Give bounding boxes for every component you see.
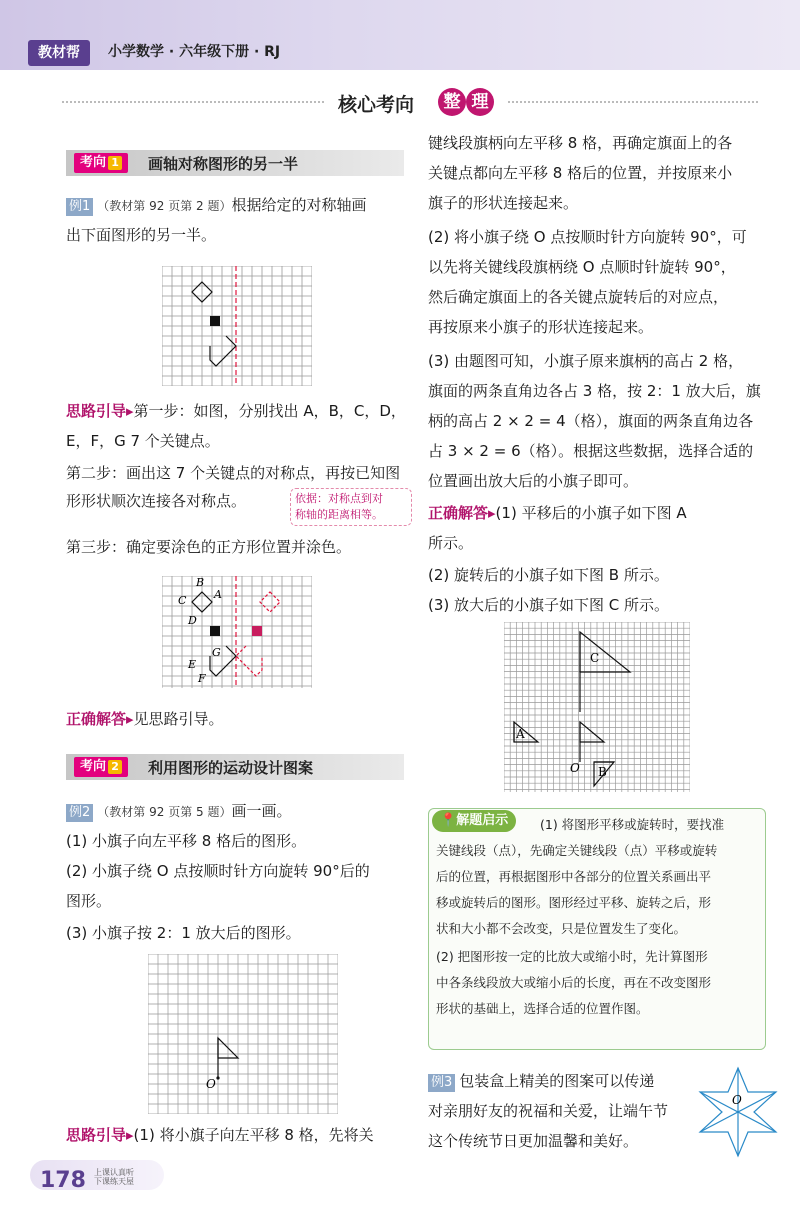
fig-label: A (516, 727, 525, 741)
right-p2-line2: 以先将关键线段旗柄绕 O 点顺时针旋转 90°， (428, 258, 736, 276)
example-3-label: 例3 (428, 1074, 455, 1092)
topic-2-bar (66, 754, 404, 780)
right-p2-line3: 然后确定旗面上的各关键点旋转后的对应点， (428, 288, 729, 306)
hint-line: (2) 把图形按一定的比放大或缩小时，先计算图形 (436, 949, 708, 964)
example-2-q2-line2: 图形。 (66, 892, 112, 910)
example-1-prompt: 例1 （教材第 92 页第 2 题）根据给定的对称轴画 (66, 194, 406, 217)
answer-1-label: 正确解答 (66, 710, 127, 728)
example-3-line2: 对亲朋好友的祝福和关爱，让端午节 (428, 1102, 669, 1120)
answer-2-label: 正确解答 (428, 504, 489, 522)
star-pattern (690, 1064, 786, 1160)
example-3-line3: 这个传统节日更加温馨和美好。 (428, 1132, 639, 1150)
guide-1: 思路引导▸第一步：如图，分别找出 A，B，C，D， (66, 402, 406, 420)
diamond-mirror (260, 592, 280, 612)
half-outline-mirror (236, 646, 262, 676)
point-label: G (212, 646, 221, 659)
example-2-q2-line1: (2) 小旗子绕 O 点按顺时针方向旋转 90°后的 (66, 862, 370, 880)
guide-1-step1-line2: E，F，G 7 个关键点。 (66, 432, 220, 450)
grid-figure-1 (162, 266, 312, 386)
section-title-text: 核心考向 (338, 94, 415, 116)
answer-2-line2: 所示。 (428, 534, 474, 552)
hexagram-outline (700, 1068, 776, 1156)
right-p1-line3: 旗子的形状连接起来。 (428, 194, 579, 212)
guide-1-step2-line1: 第二步：画出这 7 个关键点的对称点，再按已知图 (66, 464, 401, 482)
guide-1-step3: 第三步：确定要涂色的正方形位置并涂色。 (66, 538, 352, 556)
divider-left (62, 101, 324, 103)
book-subject: 小学数学 · 六年级下册 · RJ (108, 44, 281, 60)
flag-c-face (580, 632, 630, 672)
page-number: 178 (40, 1168, 86, 1193)
right-p3-line2: 旗面的两条直角边各占 3 格，按 2：1 放大后，旗 (428, 382, 761, 400)
footer-slogan: 上课认真听 下课练天屋 (94, 1168, 134, 1186)
flag-orig-face (580, 722, 604, 742)
hint-line: 后的位置，再根据图形中各部分的位置关系画出平 (436, 869, 712, 884)
grid-figure-1-solution (162, 576, 312, 688)
point-label: D (188, 614, 197, 627)
example-2-q3: (3) 小旗子按 2：1 放大后的图形。 (66, 924, 301, 942)
right-p3-line5: 位置画出放大后的小旗子即可。 (428, 472, 639, 490)
fig-label: C (590, 651, 600, 665)
right-p2-line4: 再按原来小旗子的形状连接起来。 (428, 318, 654, 336)
answer-2-q3: (3) 放大后的小旗子如下图 C 所示。 (428, 596, 670, 614)
right-p1-line1: 键线段旗柄向左平移 8 格，再确定旗面上的各 (428, 134, 733, 152)
answer-2: 正确解答▸(1) 平移后的小旗子如下图 A (428, 504, 687, 522)
example-1-prompt-line2: 出下面图形的另一半。 (66, 226, 217, 244)
hint-line: 中各条线段放大或缩小后的长度，再在不改变图形 (436, 975, 712, 990)
guide-2-label: 思路引导 (66, 1126, 127, 1144)
topic-1-bar (66, 150, 404, 176)
guide-1-label: 思路引导 (66, 402, 127, 420)
right-p3-line4: 占 3 × 2 = 6（格）。根据这些数据，选择合适的 (428, 442, 754, 460)
right-p1-line2: 关键点都向左平移 8 格后的位置，并按原来小 (428, 164, 733, 182)
location-pin-icon: 📍 (440, 813, 457, 828)
point-label: C (178, 594, 187, 607)
section-badge-2: 理 (466, 88, 494, 116)
grid-figure-2 (148, 954, 338, 1114)
topic-1-title: 画轴对称图形的另一半 (148, 155, 299, 173)
hint-tag: 📍解题启示 (432, 810, 516, 832)
example-3-line1: 例3 包装盒上精美的图案可以传递 (428, 1070, 654, 1092)
hint-line: (1) 将图形平移或旋转时，要找准 (540, 817, 725, 832)
guide-2: 思路引导▸(1) 将小旗子向左平移 8 格，先将关 (66, 1126, 374, 1144)
point-o-marker (216, 1076, 219, 1079)
hint-line: 关键线段（点），先确定关键线段（点）平移或旋转 (436, 843, 718, 858)
right-p3-line3: 柄的高占 2 × 2 = 4（格），旗面的两条直角边各 (428, 412, 754, 430)
answer-2-q2: (2) 旋转后的小旗子如下图 B 所示。 (428, 566, 669, 584)
hint-line: 形状的基础上，选择合适的位置作图。 (436, 1001, 649, 1016)
topic-1-tag: 考向 1 (74, 153, 128, 173)
example-2-label: 例2 (66, 804, 93, 822)
fig-label: O (570, 761, 580, 775)
example-1-label: 例1 (66, 198, 93, 216)
star-point-o: O (732, 1093, 742, 1107)
hint-line: 移或旋转后的图形。图形经过平移、旋转之后，形 (436, 895, 712, 910)
guide-1-step2-line2: 形形状顺次连接各对称点。 (66, 492, 247, 510)
point-o-label: O (206, 1077, 216, 1091)
example-2-q1: (1) 小旗子向左平移 8 格后的图形。 (66, 832, 307, 850)
filled-square-left (210, 626, 220, 636)
filled-square-mirror (252, 626, 262, 636)
point-label: A (214, 588, 222, 601)
filled-square (210, 316, 220, 326)
point-label: E (188, 658, 197, 671)
topic-2-tag: 考向 2 (74, 757, 128, 777)
brand-badge: 教材帮 (28, 40, 90, 66)
right-p3-line1: (3) 由题图可知，小旗子原来旗柄的高占 2 格， (428, 352, 744, 370)
section-title (326, 88, 506, 118)
basis-note: 依据：对称点到对 称轴的距离相等。 (290, 488, 412, 526)
example-2-prompt: 例2 （教材第 92 页第 5 题）画一画。 (66, 800, 291, 823)
divider-right (508, 101, 758, 103)
grid-figure-2-answers (504, 622, 690, 792)
point-label: B (196, 576, 205, 589)
right-p2-line1: (2) 将小旗子绕 O 点按顺时针方向旋转 90°，可 (428, 228, 747, 246)
answer-1: 正确解答▸见思路引导。 (66, 710, 224, 728)
fig-label: B (598, 765, 607, 779)
topic-2-title: 利用图形的运动设计图案 (148, 759, 314, 777)
section-badge-1: 整 (438, 88, 466, 116)
point-label: F (198, 672, 206, 685)
hint-line: 状和大小都不会改变，只是位置发生了变化。 (436, 921, 687, 936)
